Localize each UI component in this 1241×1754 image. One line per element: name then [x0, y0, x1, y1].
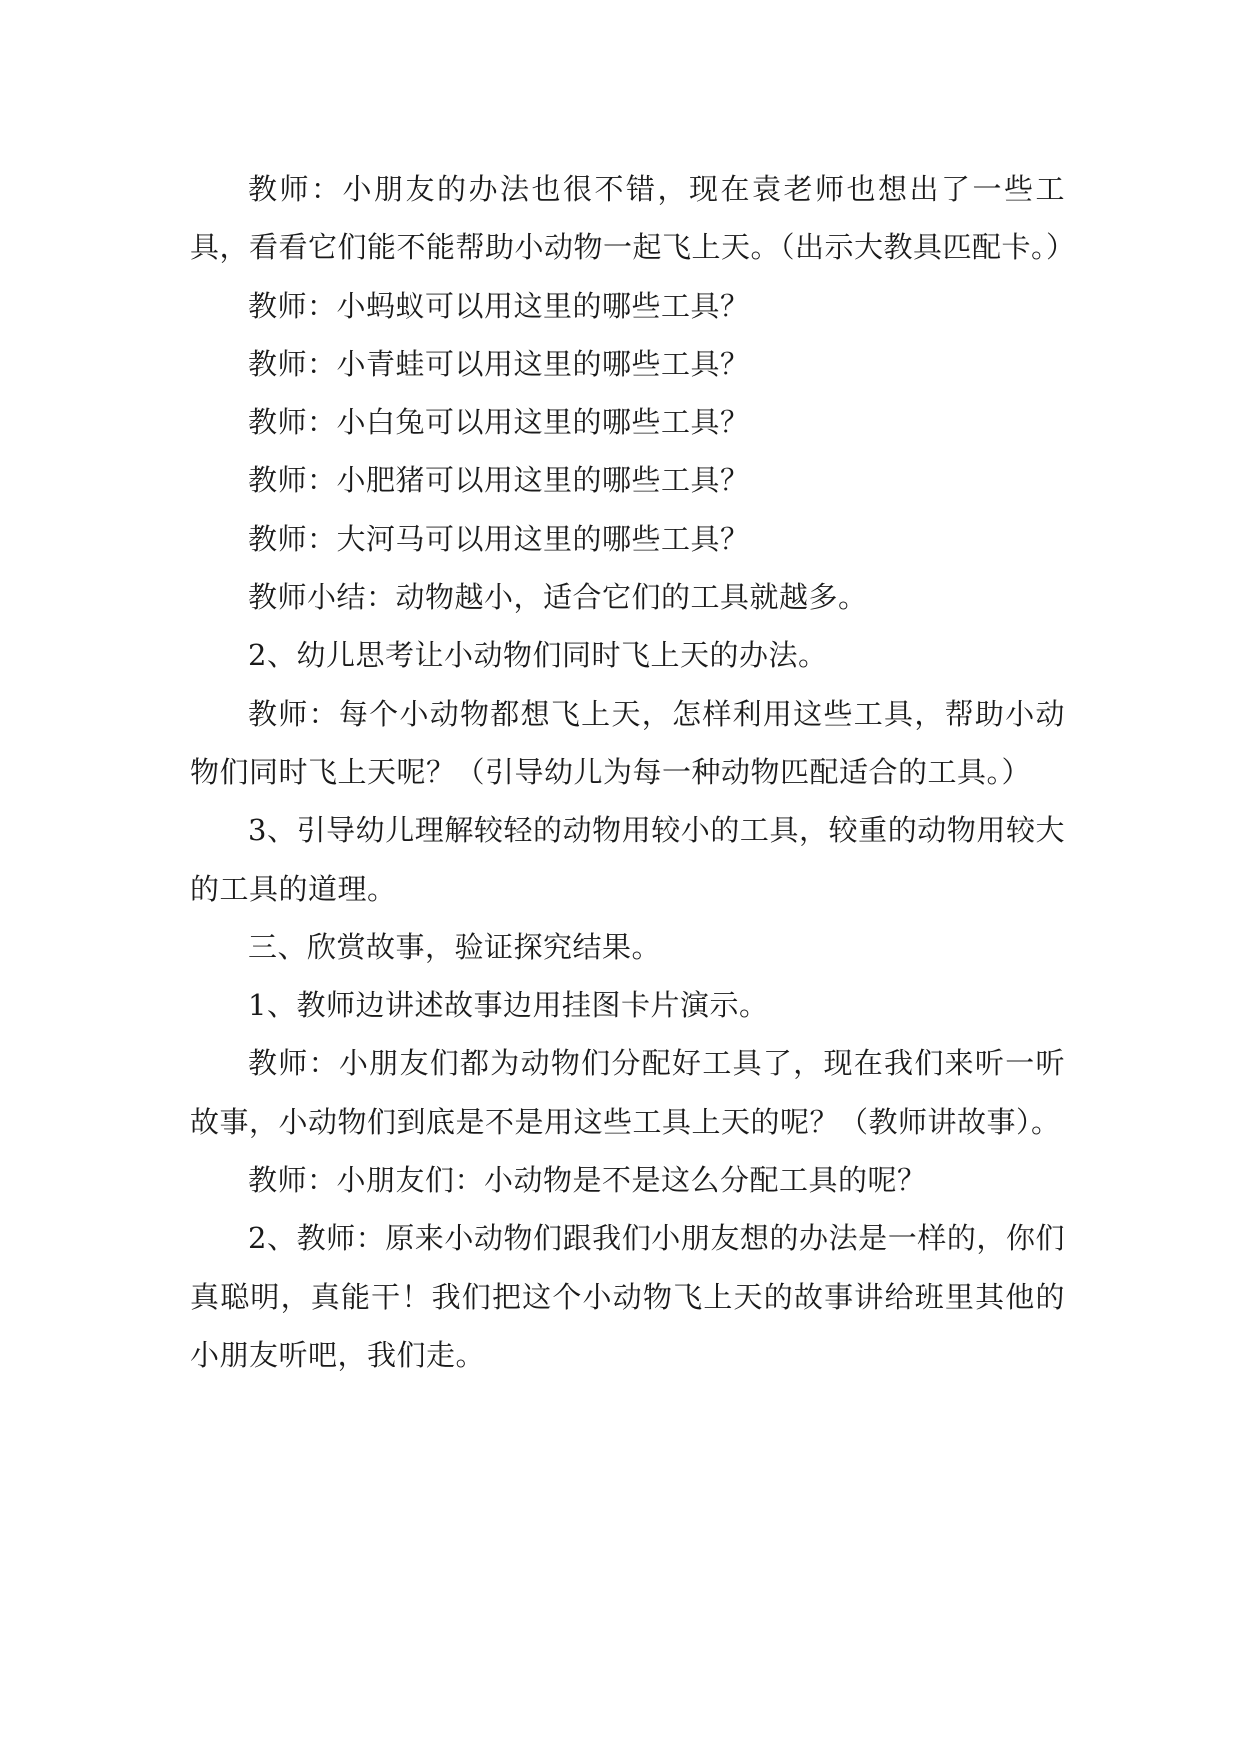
paragraph: 2、教师：原来小动物们跟我们小朋友想的办法是一样的，你们真聪明，真能干！我们把这个小动物飞上天的故事讲给班里其他的小朋友听吧，我们走。	[190, 1221, 1065, 1372]
paragraph: 三、欣赏故事，验证探究结果。	[248, 929, 662, 964]
paragraph: 教师：小蚂蚁可以用这里的哪些工具？	[248, 288, 750, 323]
paragraph: 教师：小朋友们：小动物是不是这么分配工具的呢？	[248, 1163, 927, 1198]
paragraph: 1、教师边讲述故事边用挂图卡片演示。	[248, 988, 769, 1023]
paragraph: 教师：大河马可以用这里的哪些工具？	[248, 521, 750, 556]
paragraph: 教师：小肥猪可以用这里的哪些工具？	[248, 463, 750, 498]
paragraph: 教师：小白兔可以用这里的哪些工具？	[248, 405, 750, 440]
paragraph: 2、幼儿思考让小动物们同时飞上天的办法。	[248, 638, 828, 673]
paragraph: 教师：小朋友们都为动物们分配好工具了，现在我们来听一听故事，小动物们到底是不是用这些工具上天的呢？（教师讲故事）。	[190, 1046, 1065, 1139]
paragraph: 教师：每个小动物都想飞上天，怎样利用这些工具，帮助小动物们同时飞上天呢？（引导幼儿为每一种动物匹配适合的工具。）	[190, 696, 1065, 789]
paragraph: 教师小结：动物越小，适合它们的工具就越多。	[248, 580, 868, 615]
paragraph: 3、引导幼儿理解较轻的动物用较小的工具，较重的动物用较大的工具的道理。	[190, 813, 1065, 906]
document-page	[190, 160, 1076, 1384]
paragraph: 教师：小青蛙可以用这里的哪些工具？	[248, 346, 750, 381]
paragraph: 教师：小朋友的办法也很不错，现在袁老师也想出了一些工具，看看它们能不能帮助小动物一起飞上天。（出示大教具匹配卡。）	[190, 172, 1076, 265]
